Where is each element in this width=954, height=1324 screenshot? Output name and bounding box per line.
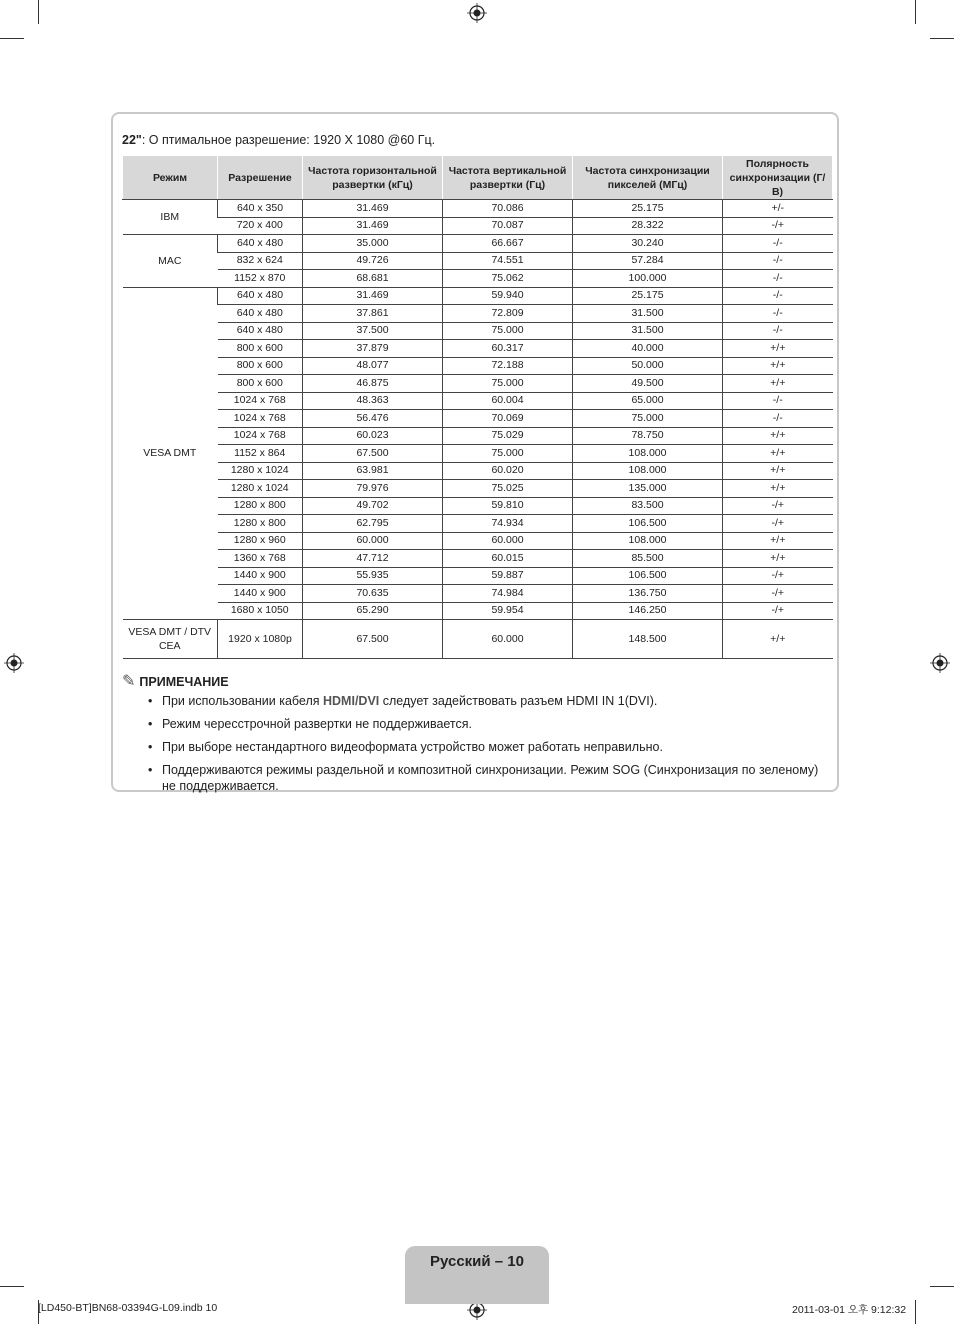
- bullet-icon: •: [148, 717, 153, 731]
- cell-pixel-clock: 135.000: [573, 480, 723, 498]
- registration-mark-icon: [930, 653, 950, 673]
- cell-horizontal-frequency: 79.976: [303, 480, 443, 498]
- cell-vertical-frequency: 59.887: [443, 567, 573, 585]
- cell-pixel-clock: 78.750: [573, 427, 723, 445]
- cell-horizontal-frequency: 63.981: [303, 462, 443, 480]
- cell-resolution: 1280 x 960: [218, 532, 303, 550]
- cell-resolution: 1280 x 800: [218, 515, 303, 533]
- header-resolution: Разрешение: [218, 156, 303, 200]
- table-row: [123, 357, 833, 375]
- cell-sync-polarity: -/+: [723, 567, 833, 585]
- cell-sync-polarity: +/+: [723, 480, 833, 498]
- cell-vertical-frequency: 75.000: [443, 322, 573, 340]
- cell-pixel-clock: 57.284: [573, 252, 723, 270]
- cell-mode: VESA DMT: [123, 287, 218, 620]
- cell-sync-polarity: -/-: [723, 322, 833, 340]
- cell-vertical-frequency: 66.667: [443, 235, 573, 253]
- cell-sync-polarity: -/-: [723, 287, 833, 305]
- cell-pixel-clock: 30.240: [573, 235, 723, 253]
- cell-vertical-frequency: 60.020: [443, 462, 573, 480]
- cell-sync-polarity: +/+: [723, 620, 833, 659]
- footer-timestamp: 2011-03-01 오후 9:12:32: [792, 1304, 907, 1316]
- cell-horizontal-frequency: 49.702: [303, 497, 443, 515]
- bullet-icon: •: [148, 694, 153, 708]
- cell-sync-polarity: -/-: [723, 235, 833, 253]
- cell-horizontal-frequency: 68.681: [303, 270, 443, 288]
- cell-mode: MAC: [123, 235, 218, 288]
- table-row: [123, 322, 833, 340]
- note-text: При использовании кабеля: [162, 694, 323, 708]
- table-row: [123, 567, 833, 585]
- cell-resolution: 1920 x 1080p: [218, 620, 303, 659]
- bullet-icon: •: [148, 740, 153, 754]
- cell-sync-polarity: -/-: [723, 270, 833, 288]
- cell-resolution: 1440 x 900: [218, 585, 303, 603]
- note-text: Режим чересстрочной развертки не поддерживается.: [162, 717, 473, 731]
- cell-vertical-frequency: 75.029: [443, 427, 573, 445]
- cell-horizontal-frequency: 31.469: [303, 200, 443, 218]
- table-row: [123, 585, 833, 603]
- crop-mark: [915, 0, 916, 24]
- cell-pixel-clock: 25.175: [573, 287, 723, 305]
- note-item: [148, 739, 832, 755]
- cell-horizontal-frequency: 60.000: [303, 532, 443, 550]
- cell-sync-polarity: +/+: [723, 357, 833, 375]
- table-row: [123, 602, 833, 620]
- cell-resolution: 640 x 480: [218, 287, 303, 305]
- cell-pixel-clock: 148.500: [573, 620, 723, 659]
- cell-vertical-frequency: 74.551: [443, 252, 573, 270]
- table-row: [123, 532, 833, 550]
- cell-horizontal-frequency: 47.712: [303, 550, 443, 568]
- cell-vertical-frequency: 60.000: [443, 620, 573, 659]
- cell-resolution: 1024 x 768: [218, 410, 303, 428]
- cell-horizontal-frequency: 48.363: [303, 392, 443, 410]
- cell-pixel-clock: 108.000: [573, 462, 723, 480]
- cell-vertical-frequency: 70.087: [443, 217, 573, 235]
- cell-vertical-frequency: 60.004: [443, 392, 573, 410]
- cell-pixel-clock: 40.000: [573, 340, 723, 358]
- table-row: [123, 217, 833, 235]
- table-row: [123, 305, 833, 323]
- bullet-icon: •: [148, 763, 153, 777]
- cell-sync-polarity: -/+: [723, 585, 833, 603]
- cell-vertical-frequency: 72.809: [443, 305, 573, 323]
- table-row: [123, 480, 833, 498]
- header-vertical-frequency: Частота вертикальной развертки (Гц): [443, 156, 573, 200]
- cell-pixel-clock: 28.322: [573, 217, 723, 235]
- cell-pixel-clock: 83.500: [573, 497, 723, 515]
- cell-pixel-clock: 108.000: [573, 445, 723, 463]
- table-row: [123, 200, 833, 218]
- note-title: [122, 671, 229, 691]
- cell-sync-polarity: -/-: [723, 252, 833, 270]
- note-item: [148, 762, 832, 794]
- header-horizontal-frequency: Частота горизонтальной развертки (кГц): [303, 156, 443, 200]
- cell-sync-polarity: +/+: [723, 375, 833, 393]
- cell-pixel-clock: 106.500: [573, 567, 723, 585]
- note-title-text: ПРИМЕЧАНИЕ: [139, 675, 229, 689]
- table-row: [123, 427, 833, 445]
- cell-pixel-clock: 85.500: [573, 550, 723, 568]
- cell-horizontal-frequency: 37.879: [303, 340, 443, 358]
- crop-mark: [930, 38, 954, 39]
- crop-mark: [0, 1286, 24, 1287]
- cell-pixel-clock: 49.500: [573, 375, 723, 393]
- note-item: [148, 716, 832, 732]
- cell-sync-polarity: +/+: [723, 340, 833, 358]
- cell-mode: IBM: [123, 200, 218, 235]
- cell-horizontal-frequency: 31.469: [303, 287, 443, 305]
- table-row: [123, 235, 833, 253]
- cell-sync-polarity: -/-: [723, 392, 833, 410]
- cell-resolution: 640 x 480: [218, 322, 303, 340]
- cell-vertical-frequency: 75.000: [443, 375, 573, 393]
- screen-size: 22": [122, 133, 142, 147]
- cell-sync-polarity: +/-: [723, 200, 833, 218]
- cell-horizontal-frequency: 49.726: [303, 252, 443, 270]
- crop-mark: [915, 1300, 916, 1324]
- header-mode: Режим: [123, 156, 218, 200]
- cell-vertical-frequency: 59.810: [443, 497, 573, 515]
- cell-vertical-frequency: 59.940: [443, 287, 573, 305]
- note-item: [148, 693, 832, 709]
- cell-pixel-clock: 136.750: [573, 585, 723, 603]
- cell-resolution: 800 x 600: [218, 375, 303, 393]
- cell-resolution: 800 x 600: [218, 340, 303, 358]
- table-row: [123, 392, 833, 410]
- cell-sync-polarity: -/+: [723, 217, 833, 235]
- cell-resolution: 1360 x 768: [218, 550, 303, 568]
- cell-resolution: 832 x 624: [218, 252, 303, 270]
- cell-pixel-clock: 50.000: [573, 357, 723, 375]
- cell-sync-polarity: -/+: [723, 602, 833, 620]
- cell-resolution: 720 x 400: [218, 217, 303, 235]
- crop-mark: [0, 38, 24, 39]
- cell-resolution: 800 x 600: [218, 357, 303, 375]
- cell-horizontal-frequency: 70.635: [303, 585, 443, 603]
- cell-pixel-clock: 31.500: [573, 305, 723, 323]
- cell-horizontal-frequency: 60.023: [303, 427, 443, 445]
- table-row: [123, 410, 833, 428]
- cell-resolution: 1152 x 870: [218, 270, 303, 288]
- table-row: [123, 497, 833, 515]
- table-row: [123, 550, 833, 568]
- cell-sync-polarity: -/-: [723, 305, 833, 323]
- cell-vertical-frequency: 60.015: [443, 550, 573, 568]
- cell-vertical-frequency: 75.062: [443, 270, 573, 288]
- display-modes-table: [122, 156, 833, 659]
- cell-horizontal-frequency: 55.935: [303, 567, 443, 585]
- cell-sync-polarity: -/-: [723, 410, 833, 428]
- cell-pixel-clock: 100.000: [573, 270, 723, 288]
- cell-vertical-frequency: 70.086: [443, 200, 573, 218]
- cell-sync-polarity: +/+: [723, 462, 833, 480]
- cell-resolution: 1440 x 900: [218, 567, 303, 585]
- cell-resolution: 640 x 480: [218, 305, 303, 323]
- cell-resolution: 1280 x 1024: [218, 480, 303, 498]
- hdmi-dvi-label: HDMI/DVI: [323, 694, 380, 708]
- table-row: [123, 445, 833, 463]
- cell-vertical-frequency: 60.317: [443, 340, 573, 358]
- page-number-badge: Русский – 10: [405, 1246, 549, 1304]
- cell-horizontal-frequency: 67.500: [303, 445, 443, 463]
- table-caption: [122, 133, 435, 147]
- cell-resolution: 1280 x 1024: [218, 462, 303, 480]
- cell-pixel-clock: 31.500: [573, 322, 723, 340]
- cell-pixel-clock: 146.250: [573, 602, 723, 620]
- table-row: [123, 620, 833, 659]
- table-header-row: [123, 156, 833, 200]
- optimal-resolution-text: : О птимальное разрешение: 1920 X 1080 @60 Гц.: [141, 133, 436, 147]
- cell-pixel-clock: 75.000: [573, 410, 723, 428]
- cell-sync-polarity: +/+: [723, 427, 833, 445]
- cell-mode: VESA DMT / DTV CEA: [123, 620, 218, 659]
- cell-horizontal-frequency: 46.875: [303, 375, 443, 393]
- pencil-icon: ✎: [122, 673, 136, 690]
- cell-horizontal-frequency: 65.290: [303, 602, 443, 620]
- header-pixel-clock: Частота синхронизации пикселей (МГц): [573, 156, 723, 200]
- table-body: [123, 200, 833, 659]
- cell-vertical-frequency: 75.000: [443, 445, 573, 463]
- cell-pixel-clock: 106.500: [573, 515, 723, 533]
- cell-vertical-frequency: 70.069: [443, 410, 573, 428]
- note-text: следует задействовать разъем HDMI IN 1(DVI).: [379, 694, 658, 708]
- table-row: [123, 462, 833, 480]
- cell-resolution: 640 x 350: [218, 200, 303, 218]
- cell-horizontal-frequency: 37.500: [303, 322, 443, 340]
- cell-vertical-frequency: 74.984: [443, 585, 573, 603]
- cell-vertical-frequency: 75.025: [443, 480, 573, 498]
- registration-mark-icon: [4, 653, 24, 673]
- cell-resolution: 640 x 480: [218, 235, 303, 253]
- cell-resolution: 1024 x 768: [218, 392, 303, 410]
- footer-file-info: [LD450-BT]BN68-03394G-L09.indb 10: [38, 1302, 218, 1314]
- cell-horizontal-frequency: 31.469: [303, 217, 443, 235]
- cell-pixel-clock: 65.000: [573, 392, 723, 410]
- cell-sync-polarity: +/+: [723, 550, 833, 568]
- cell-vertical-frequency: 72.188: [443, 357, 573, 375]
- cell-sync-polarity: -/+: [723, 515, 833, 533]
- table-row: [123, 515, 833, 533]
- crop-mark: [38, 0, 39, 24]
- cell-pixel-clock: 25.175: [573, 200, 723, 218]
- registration-mark-icon: [467, 3, 487, 23]
- cell-resolution: 1024 x 768: [218, 427, 303, 445]
- note-text: Поддерживаются режимы раздельной и композитной синхронизации. Режим SOG (Синхронизация по зеленому) не поддерживается.: [162, 763, 819, 793]
- cell-sync-polarity: +/+: [723, 445, 833, 463]
- crop-mark: [930, 1286, 954, 1287]
- cell-vertical-frequency: 59.954: [443, 602, 573, 620]
- cell-sync-polarity: -/+: [723, 497, 833, 515]
- cell-horizontal-frequency: 37.861: [303, 305, 443, 323]
- header-sync-polarity: Полярность синхронизации (Г/В): [723, 156, 833, 200]
- cell-horizontal-frequency: 67.500: [303, 620, 443, 659]
- cell-horizontal-frequency: 56.476: [303, 410, 443, 428]
- table-row: [123, 270, 833, 288]
- cell-sync-polarity: +/+: [723, 532, 833, 550]
- table-row: [123, 375, 833, 393]
- table-row: [123, 287, 833, 305]
- table-row: [123, 340, 833, 358]
- note-list: [148, 693, 832, 801]
- note-text: При выборе нестандартного видеоформата устройство может работать неправильно.: [162, 740, 663, 754]
- cell-vertical-frequency: 60.000: [443, 532, 573, 550]
- cell-resolution: 1152 x 864: [218, 445, 303, 463]
- cell-horizontal-frequency: 35.000: [303, 235, 443, 253]
- table-row: [123, 252, 833, 270]
- cell-resolution: 1680 x 1050: [218, 602, 303, 620]
- cell-vertical-frequency: 74.934: [443, 515, 573, 533]
- cell-pixel-clock: 108.000: [573, 532, 723, 550]
- cell-horizontal-frequency: 62.795: [303, 515, 443, 533]
- cell-resolution: 1280 x 800: [218, 497, 303, 515]
- cell-horizontal-frequency: 48.077: [303, 357, 443, 375]
